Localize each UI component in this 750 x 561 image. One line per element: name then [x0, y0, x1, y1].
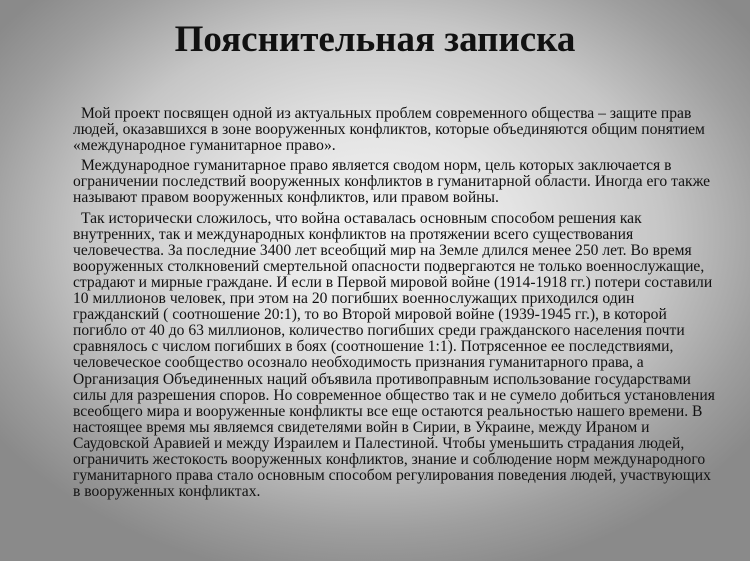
- paragraph-2: Международное гуманитарное право является сводом норм, цель которых заключается в ограничении последствий вооруженных конфликтов в гуманитарной области. Иногда его также называют правом вооруженных конфликтов, или правом войны.: [73, 157, 711, 207]
- slide-body: [73, 106, 715, 500]
- paragraph-1: Мой проект посвящен одной из актуальных проблем современного общества – защите прав людей, оказавшихся в зоне вооруженных конфликтов, которые объединяются общим понятием «международное гуманитарное право».: [73, 105, 705, 155]
- paragraph-3: Так исторически сложилось, что война оставалась основным способом решения как внутренних, так и международных конфликтов на протяжении всего существования человечества. За последние 3400 лет всеобщий мир на Земле длился менее 250 лет. Во время вооруженных столкновений смертельной опасности подвергаются не только военнослужащие, страдают и мирные граждане. И если в Первой мировой войне (1914-1918 гг.) потери составили 10 миллионов человек, при этом на 20 погибших военнослужащих приходился один гражданский ( соотношение 20:1), то во Второй мировой войне (1939-1945 гг.), в которой погибло от 40 до 63 миллионов, количество погибших среди гражданского населения почти сравнялось с числом погибших в боях (соотношение 1:1). Потрясенное ее последствиями, человеческое сообщество осознало необходимость признания гуманитарного права, а Организация Объединенных наций объявила противоправным использование государствами силы для разрешения споров. Но современное общество так и не сумело добиться установления всеобщего мира и вооруженные конфликты все еще остаются реальностью нашего времени. В настоящее время мы являемся свидетелями войн в Сирии, в Украине, между Ираном и Саудовской Аравией и между Израилем и Палестиной. Чтобы уменьшить страдания людей, ограничить жестокость вооруженных конфликтов, знание и соблюдение норм международного гуманитарного права стало основным способом регулирования поведения людей, участвующих в вооруженных конфликтах.: [73, 209, 715, 501]
- slide-title: Пояснительная записка: [174, 19, 576, 60]
